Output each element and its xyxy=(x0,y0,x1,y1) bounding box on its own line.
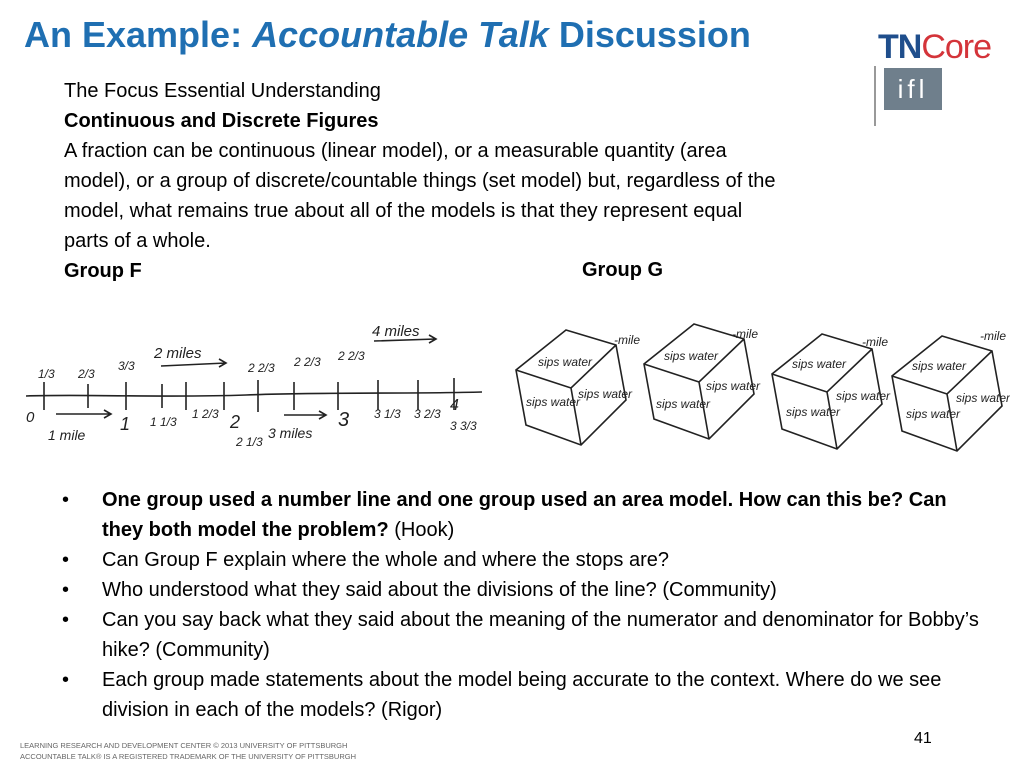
tick-label: 3 xyxy=(338,409,350,431)
cube-face-label: sips water xyxy=(538,355,593,369)
tick-label: 2 xyxy=(230,412,241,432)
tick-label: 3 3/3 xyxy=(450,419,477,433)
tick-label: 4 miles xyxy=(372,323,420,340)
list-item: • Can you say back what they said about the meaning of the numerator and denominator for Bobby’s hike? (Community) xyxy=(62,605,982,665)
cube-face-label: sips water xyxy=(578,387,633,401)
slide-title xyxy=(24,14,751,56)
paragraph-line: A fraction can be continuous (linear model), or a measurable quantity (area xyxy=(64,140,727,162)
discussion-bullets xyxy=(62,485,982,725)
tick-label: 2/3 xyxy=(78,367,95,381)
bullet-icon: • xyxy=(62,489,70,511)
list-item: • Who understood what they said about the divisions of the line? (Community) xyxy=(62,575,982,605)
paragraph-line: parts of a whole. xyxy=(64,230,211,252)
page-number: 41 xyxy=(914,730,932,747)
cube-face-label: sips water xyxy=(664,349,719,363)
mile-label: -mile xyxy=(614,333,640,347)
number-line xyxy=(26,392,482,396)
tick-label: 3 2/3 xyxy=(414,407,441,421)
tncore-wordmark: TNCore xyxy=(878,28,992,66)
tick-label: 1 2/3 xyxy=(192,407,219,421)
cube-face-label: sips water xyxy=(792,357,847,371)
tick-label: 2 2/3 xyxy=(248,361,275,375)
focus-section xyxy=(64,76,984,286)
number-line-sketch xyxy=(26,318,486,463)
title-suffix: Discussion xyxy=(548,14,751,55)
cube-face-label: sips water xyxy=(786,405,841,419)
tick-label: 3/3 xyxy=(118,359,135,373)
cube-face-label: sips water xyxy=(956,391,1010,405)
list-item: • Each group made statements about the model being accurate to the context. Where do we see division in each of the models? (Rigor) xyxy=(62,665,982,725)
arrow-bottom-left xyxy=(56,410,111,418)
tick-label: 2 2/3 xyxy=(294,355,321,369)
ifl-logo-icon: ifl xyxy=(884,68,942,110)
cube-face-label: sips water xyxy=(526,395,581,409)
tick-label: 3 1/3 xyxy=(374,407,401,421)
focus-label: The Focus Essential Understanding xyxy=(64,80,381,102)
mile-label: -mile xyxy=(980,329,1006,343)
tick-label: 4 xyxy=(450,397,459,414)
bullet-icon: • xyxy=(62,549,70,571)
tick-label: 2 miles xyxy=(154,345,202,362)
figures-heading: Continuous and Discrete Figures xyxy=(64,110,379,132)
group-g-label: Group G xyxy=(582,259,664,281)
list-item: • One group used a number line and one group used an area model. How can this be? Can they both model the problem? (Hook) xyxy=(62,485,982,545)
title-prefix: An Example: xyxy=(24,14,253,55)
mile-label: -mile xyxy=(732,327,758,341)
tick-label: 3 miles xyxy=(268,425,313,441)
bullet-icon: • xyxy=(62,609,70,631)
group-f-label: Group F xyxy=(64,260,142,282)
bullet-icon: • xyxy=(62,579,70,601)
cube-face-label: sips water xyxy=(836,389,891,403)
cube-face-label: sips water xyxy=(906,407,961,421)
tick-label: 1 xyxy=(120,414,131,434)
list-item: • Can Group F explain where the whole and where the stops are? xyxy=(62,545,982,575)
tick-label: 1 1/3 xyxy=(150,415,177,429)
paragraph-line: model, what remains true about all of the models is that they represent equal xyxy=(64,200,743,222)
footer-line: LEARNING RESEARCH AND DEVELOPMENT CENTER © 2013 UNIVERSITY OF PITTSBURGH xyxy=(20,741,348,750)
bullet-icon: • xyxy=(62,669,70,691)
title-italic: Accountable Talk xyxy=(252,14,549,55)
arrow-bottom-right xyxy=(284,411,326,419)
tick-label: 2 2/3 xyxy=(338,349,365,363)
tick-label: 1 mile xyxy=(48,427,86,443)
tick-label: 0 xyxy=(26,409,35,426)
area-model-sketch xyxy=(510,318,1010,458)
footer-line: ACCOUNTABLE TALK® IS A REGISTERED TRADEMARK OF THE UNIVERSITY OF PITTSBURGH xyxy=(20,752,357,761)
cube-face-label: sips water xyxy=(706,379,761,393)
tick-label: 2 1/3 xyxy=(236,435,263,449)
tick-label: 1/3 xyxy=(38,367,55,381)
paragraph-line: model), or a group of discrete/countable things (set model) but, regardless of the xyxy=(64,170,776,192)
cube-face-label: sips water xyxy=(656,397,711,411)
mile-label: -mile xyxy=(862,335,888,349)
footer xyxy=(20,740,356,762)
cube-face-label: sips water xyxy=(912,359,967,373)
